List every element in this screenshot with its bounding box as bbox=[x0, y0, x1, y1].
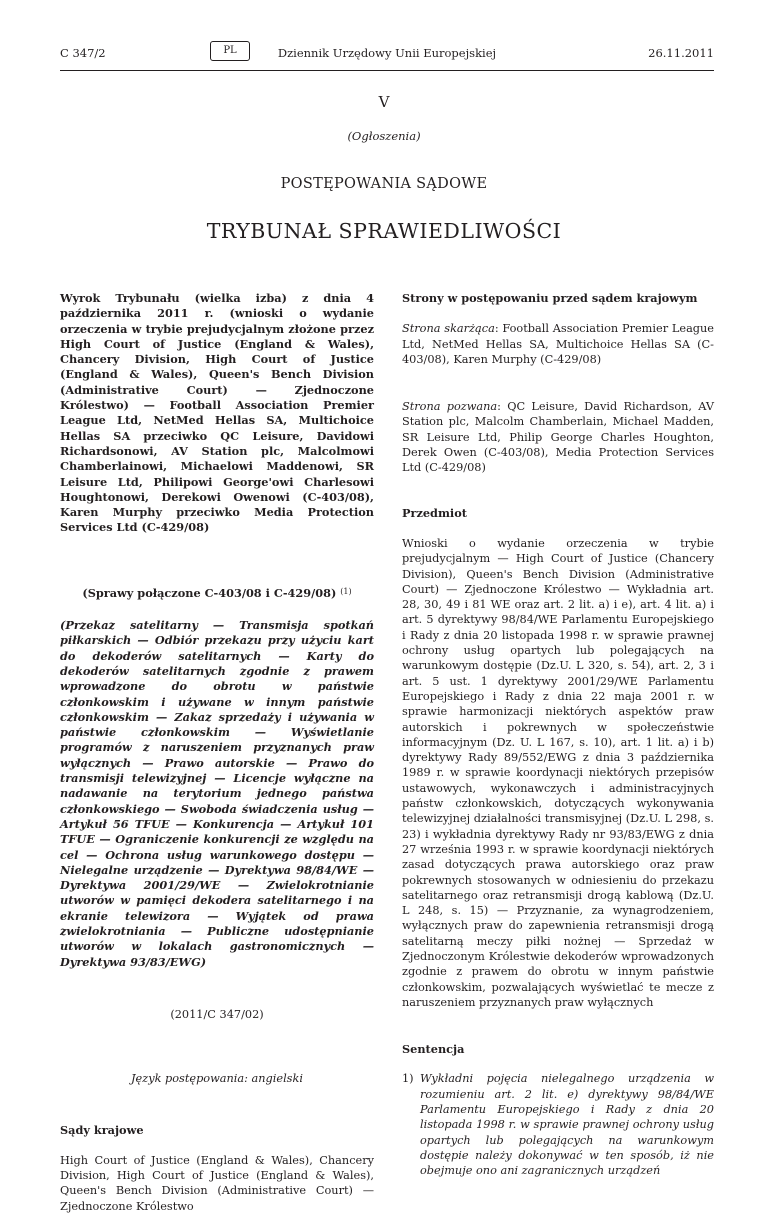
applicant-text: : Football Association Premier League Ltd, NetMed Hellas SA, Multichoice Hellas SA (C-403/08), Karen Murphy (C-429/08) bbox=[402, 322, 714, 366]
parties-heading: Strony w postępowaniu przed sądem krajowym bbox=[402, 291, 698, 305]
section-subtitle: (Ogłoszenia) bbox=[347, 129, 421, 143]
applicant-label: Strona skarżąca bbox=[402, 322, 495, 336]
applicant-paragraph bbox=[402, 321, 714, 367]
operative-text: Wykładni pojęcia nielegalnego urządzenia w rozumieniu art. 2 lit. e) dyrektywy 98/84/WE Parlamentu Europejskiego i Rady z dnia 20 listopada 1998 r. w sprawie prawnej ochrony usług opartych lub polegających na warunkowym dostępie należy dokonywać w ten sposób, iż nie obejmuje ono ani zagranicznych urządzeń bbox=[420, 1072, 714, 1178]
joined-cases-text: (Sprawy połączone C-403/08 i C-429/08) bbox=[82, 585, 337, 600]
publication-reference: (2011/C 347/02) bbox=[170, 1007, 264, 1021]
subject-text: Wnioski o wydanie orzeczenia w trybie prejudycjalnym — High Court of Justice (Chancery Division), Queen's Bench Division (Administrative Court) — Zjednoczone Królestwo — Wykładnia art. 28, 30, 49 i 81 WE oraz art. 2 lit. a) i e), art. 4 lit. a) i art. 5 dyrektywy 98/84/WE Parlamentu Europejskiego i Rady z dnia 20 listopada 1998 r. w sprawie prawnej ochrony usług opartych lub polegających na warunkowym dostępie (Dz.U. L 320, s. 54), art. 2, 3 i art. 5 ust. 1 dyrektywy 2001/29/WE Parlamentu Europejskiego i Rady z dnia 22 maja 2001 r. w sprawie harmonizacji niektórych aspektów praw autorskich i pokrewnych w społeczeństwie informacyjnym (Dz. U. L 167, s. 10), art. 1 lit. a) i b) dyrektywy Rady 89/552/EWG z dnia 3 października 1989 r. w sprawie koordynacji niektórych przepisów ustawowych, wykonawczych i administracyjnych państw członkowskich, dotyczących wykonywania telewizyjnej działalności transmisyjnej (Dz.U. L 298, s. 23) i wykładnia dyrektywy Rady nr 93/83/EWG z dnia 27 września 1993 r. w sprawie koordynacji niektórych zasad dotyczących prawa autorskiego oraz praw pokrewnych stosowanych w odniesieniu do przekazu satelitarnego oraz retransmisji drogą kablową (Dz.U. L 248, s. 15) — Przyznanie, za wynagrodzeniem, wyłącznych praw do zapewnienia retransmisji drogą satelitarną meczy piłki nożnej — Sprzedaż w Zjednoczonym Królestwie dekoderów wprowadzonych zgodnie z prawem do obrotu w innym państwie członkowskim, pozwalających wyświetlać te mecze z naruszeniem przyznanych praw wyłącznych bbox=[402, 536, 714, 1009]
right-column bbox=[402, 291, 714, 1179]
case-keywords: (Przekaz satelitarny — Transmisja spotkań piłkarskich — Odbiór przekazu przy użyciu kart do dekoderów satelitarnych — Karty do dekoderów satelitarnych zgodnie z prawem wprowadzone do obrotu w państwie członkowskim i używane w innym państwie członkowskim — Zakaz sprzedaży i używania w państwie członkowskim — Wyświetlanie programów z naruszeniem przyznanych praw wyłącznych — Prawo autorskie — Prawo do transmisji telewizyjnej — Licencje wyłączne na nadawanie na terytorium jednego państwa członkowskiego — Swoboda świadczenia usług — Artykuł 56 TFUE — Konkurencja — Artykuł 101 TFUE — Ograniczenie konkurencji ze względu na cel — Ochrona usług warunkowego dostępu — Nielegalne urządzenie — Dyrektywa 98/84/WE — Dyrektywa 2001/29/WE — Zwielokrotnianie utworów w pamięci dekodera satelitarnego i na ekranie telewizora — Wyjątek od prawa zwielokrotniania — Publiczne udostępnianie utworów w lokalach gastronomicznych — Dyrektywa 93/83/EWG) bbox=[60, 618, 374, 969]
defendant-label: Strona pozwana bbox=[402, 400, 498, 414]
judgment-title: Wyrok Trybunału (wielka izba) z dnia 4 października 2011 r. (wnioski o wydanie orzeczenia w trybie prejudycjalnym złożone przez High Court of Justice (England & Wales), Chancery Division, High Court of Justice (England & Wales), Queen's Bench Division (Administrative Court) — Zjednoczone Królestwo) — Football Association Premier League Ltd, NetMed Hellas SA, Multichoice Hellas SA przeciwko QC Leisure, Davidowi Richardsonowi, AV Station plc, Malcolmowi Chamberlainowi, Michaelowi Maddenowi, SR Leisure Ltd, Philipowi George'owi Charlesowi Houghtonowi, Derekowi Owenowi (C-403/08), Karen Murphy przeciwko Media Protection Services Ltd (C-429/08) bbox=[60, 291, 374, 535]
defendant-paragraph bbox=[402, 399, 714, 475]
header-divider bbox=[60, 70, 714, 71]
operative-number: 1) bbox=[402, 1072, 414, 1086]
section-number: V bbox=[378, 93, 390, 111]
language-of-case: Język postępowania: angielski bbox=[131, 1072, 303, 1086]
left-column bbox=[60, 291, 374, 1214]
operative-item bbox=[402, 1071, 714, 1178]
section-heading: POSTĘPOWANIA SĄDOWE bbox=[280, 176, 488, 192]
footnote-ref[interactable]: (1) bbox=[340, 586, 352, 596]
publication-date: 26.11.2011 bbox=[648, 46, 714, 60]
page-number: C 347/2 bbox=[60, 46, 106, 60]
defendant-text: : QC Leisure, David Richardson, AV Station plc, Malcolm Chamberlain, Michael Madden, SR Leisure Ltd, Philip George Charles Houghton, Derek Owen (C-403/08), Media Protection Services Ltd (C-429/08) bbox=[402, 400, 715, 475]
language-badge: PL bbox=[210, 41, 250, 61]
operative-heading: Sentencja bbox=[402, 1042, 465, 1057]
national-courts-text: High Court of Justice (England & Wales), Chancery Division, High Court of Justice (England & Wales), Queen's Bench Division (Administrative Court) — Zjednoczone Królestwo bbox=[60, 1153, 374, 1213]
subject-heading: Przedmiot bbox=[402, 505, 467, 520]
page-header bbox=[60, 46, 714, 66]
joined-cases bbox=[60, 584, 374, 601]
court-heading: TRYBUNAŁ SPRAWIEDLIWOŚCI bbox=[206, 219, 562, 243]
journal-title: Dziennik Urzędowy Unii Europejskiej bbox=[277, 46, 497, 60]
national-courts-heading: Sądy krajowe bbox=[60, 1123, 144, 1138]
